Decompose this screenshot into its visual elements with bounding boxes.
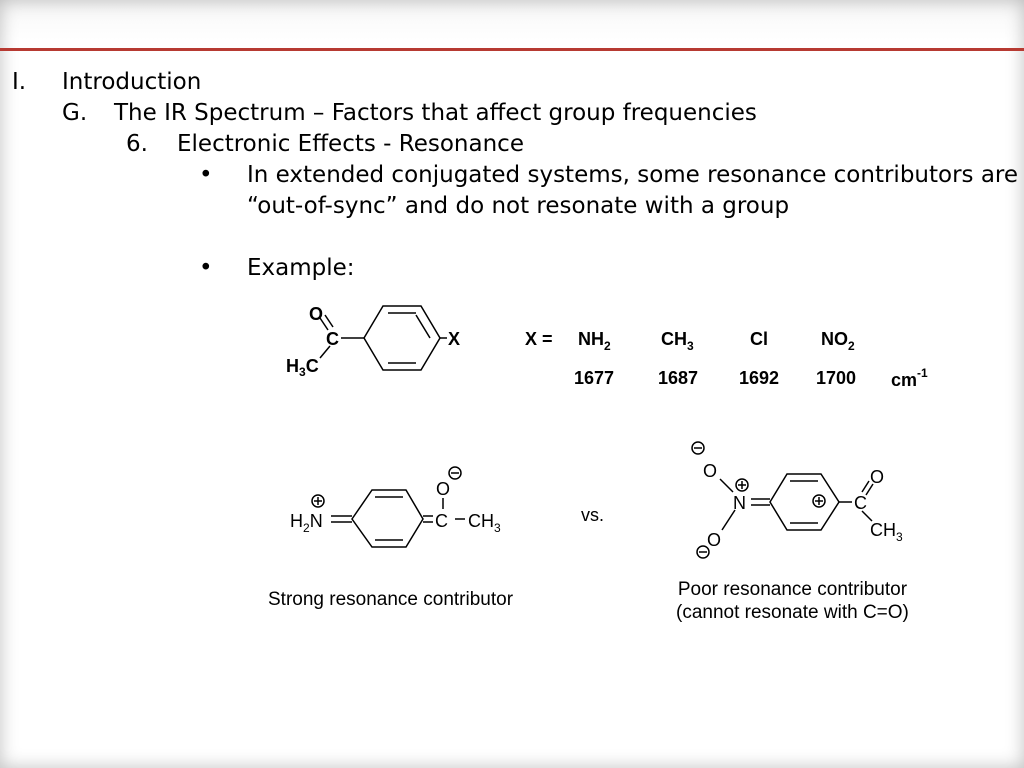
acetophenone-structure	[320, 306, 447, 370]
bullet-marker: •	[199, 162, 213, 188]
outline-level3-text: Electronic Effects - Resonance	[177, 131, 524, 157]
strong-methyl-label: $CH_3$	[468, 511, 501, 535]
outline-level3-marker: 6.	[126, 131, 148, 157]
unit-label: $cm^{-1}$	[891, 366, 928, 390]
outline-level2-text: The IR Spectrum – Factors that affect group frequencies	[114, 100, 757, 126]
nitro-nitrogen-label: N	[733, 493, 746, 513]
x-equals-label: X =	[525, 329, 553, 349]
substituent-nh2: $NH_2$	[578, 329, 611, 353]
carbonyl-oxygen-label: O	[309, 304, 324, 324]
frequency-nh2: 1677	[574, 368, 615, 388]
bullet-marker: •	[199, 255, 213, 281]
methyl-label: $H_3C$	[286, 356, 319, 379]
frequency-ch3: 1687	[658, 368, 699, 388]
poor-caption-line1: Poor resonance contributor	[677, 579, 908, 600]
poor-carbonyl-oxygen-label: O	[870, 467, 885, 487]
substituent-cl: Cl	[750, 329, 768, 349]
vs-label: vs.	[581, 505, 605, 525]
amine-label: $H_2N$	[290, 511, 323, 535]
bullet-text-line1: In extended conjugated systems, some resonance contributors are	[247, 162, 1019, 188]
carbonyl-carbon-label: C	[326, 329, 339, 349]
poor-caption-line2: (cannot resonate with C=O)	[676, 602, 909, 623]
poor-methyl-label: $CH_3$	[870, 520, 903, 544]
outline-level2-marker: G.	[62, 100, 88, 126]
frequency-no2: 1700	[816, 368, 857, 388]
nitro-oxygen-bottom-label: O	[707, 530, 722, 550]
poor-contributor-caption	[676, 578, 909, 624]
strong-contributor-caption: Strong resonance contributor	[268, 589, 514, 610]
outline-level1-text: Introduction	[62, 69, 202, 95]
poor-carbon-label: C	[854, 493, 867, 513]
nitro-oxygen-top-label: O	[703, 461, 718, 481]
strong-oxygen-label: O	[436, 479, 451, 499]
substituent-x-label: X	[448, 329, 461, 349]
strong-carbon-label: C	[435, 511, 448, 531]
outline-level1-marker: I.	[12, 69, 27, 95]
substituent-no2: $NO_2$	[821, 329, 855, 353]
frequency-cl: 1692	[739, 368, 780, 388]
bullet-text-line2: “out-of-sync” and do not resonate with a group	[247, 193, 790, 219]
substituent-ch3: $CH_3$	[661, 329, 694, 353]
bullet-text-example: Example:	[247, 255, 355, 281]
